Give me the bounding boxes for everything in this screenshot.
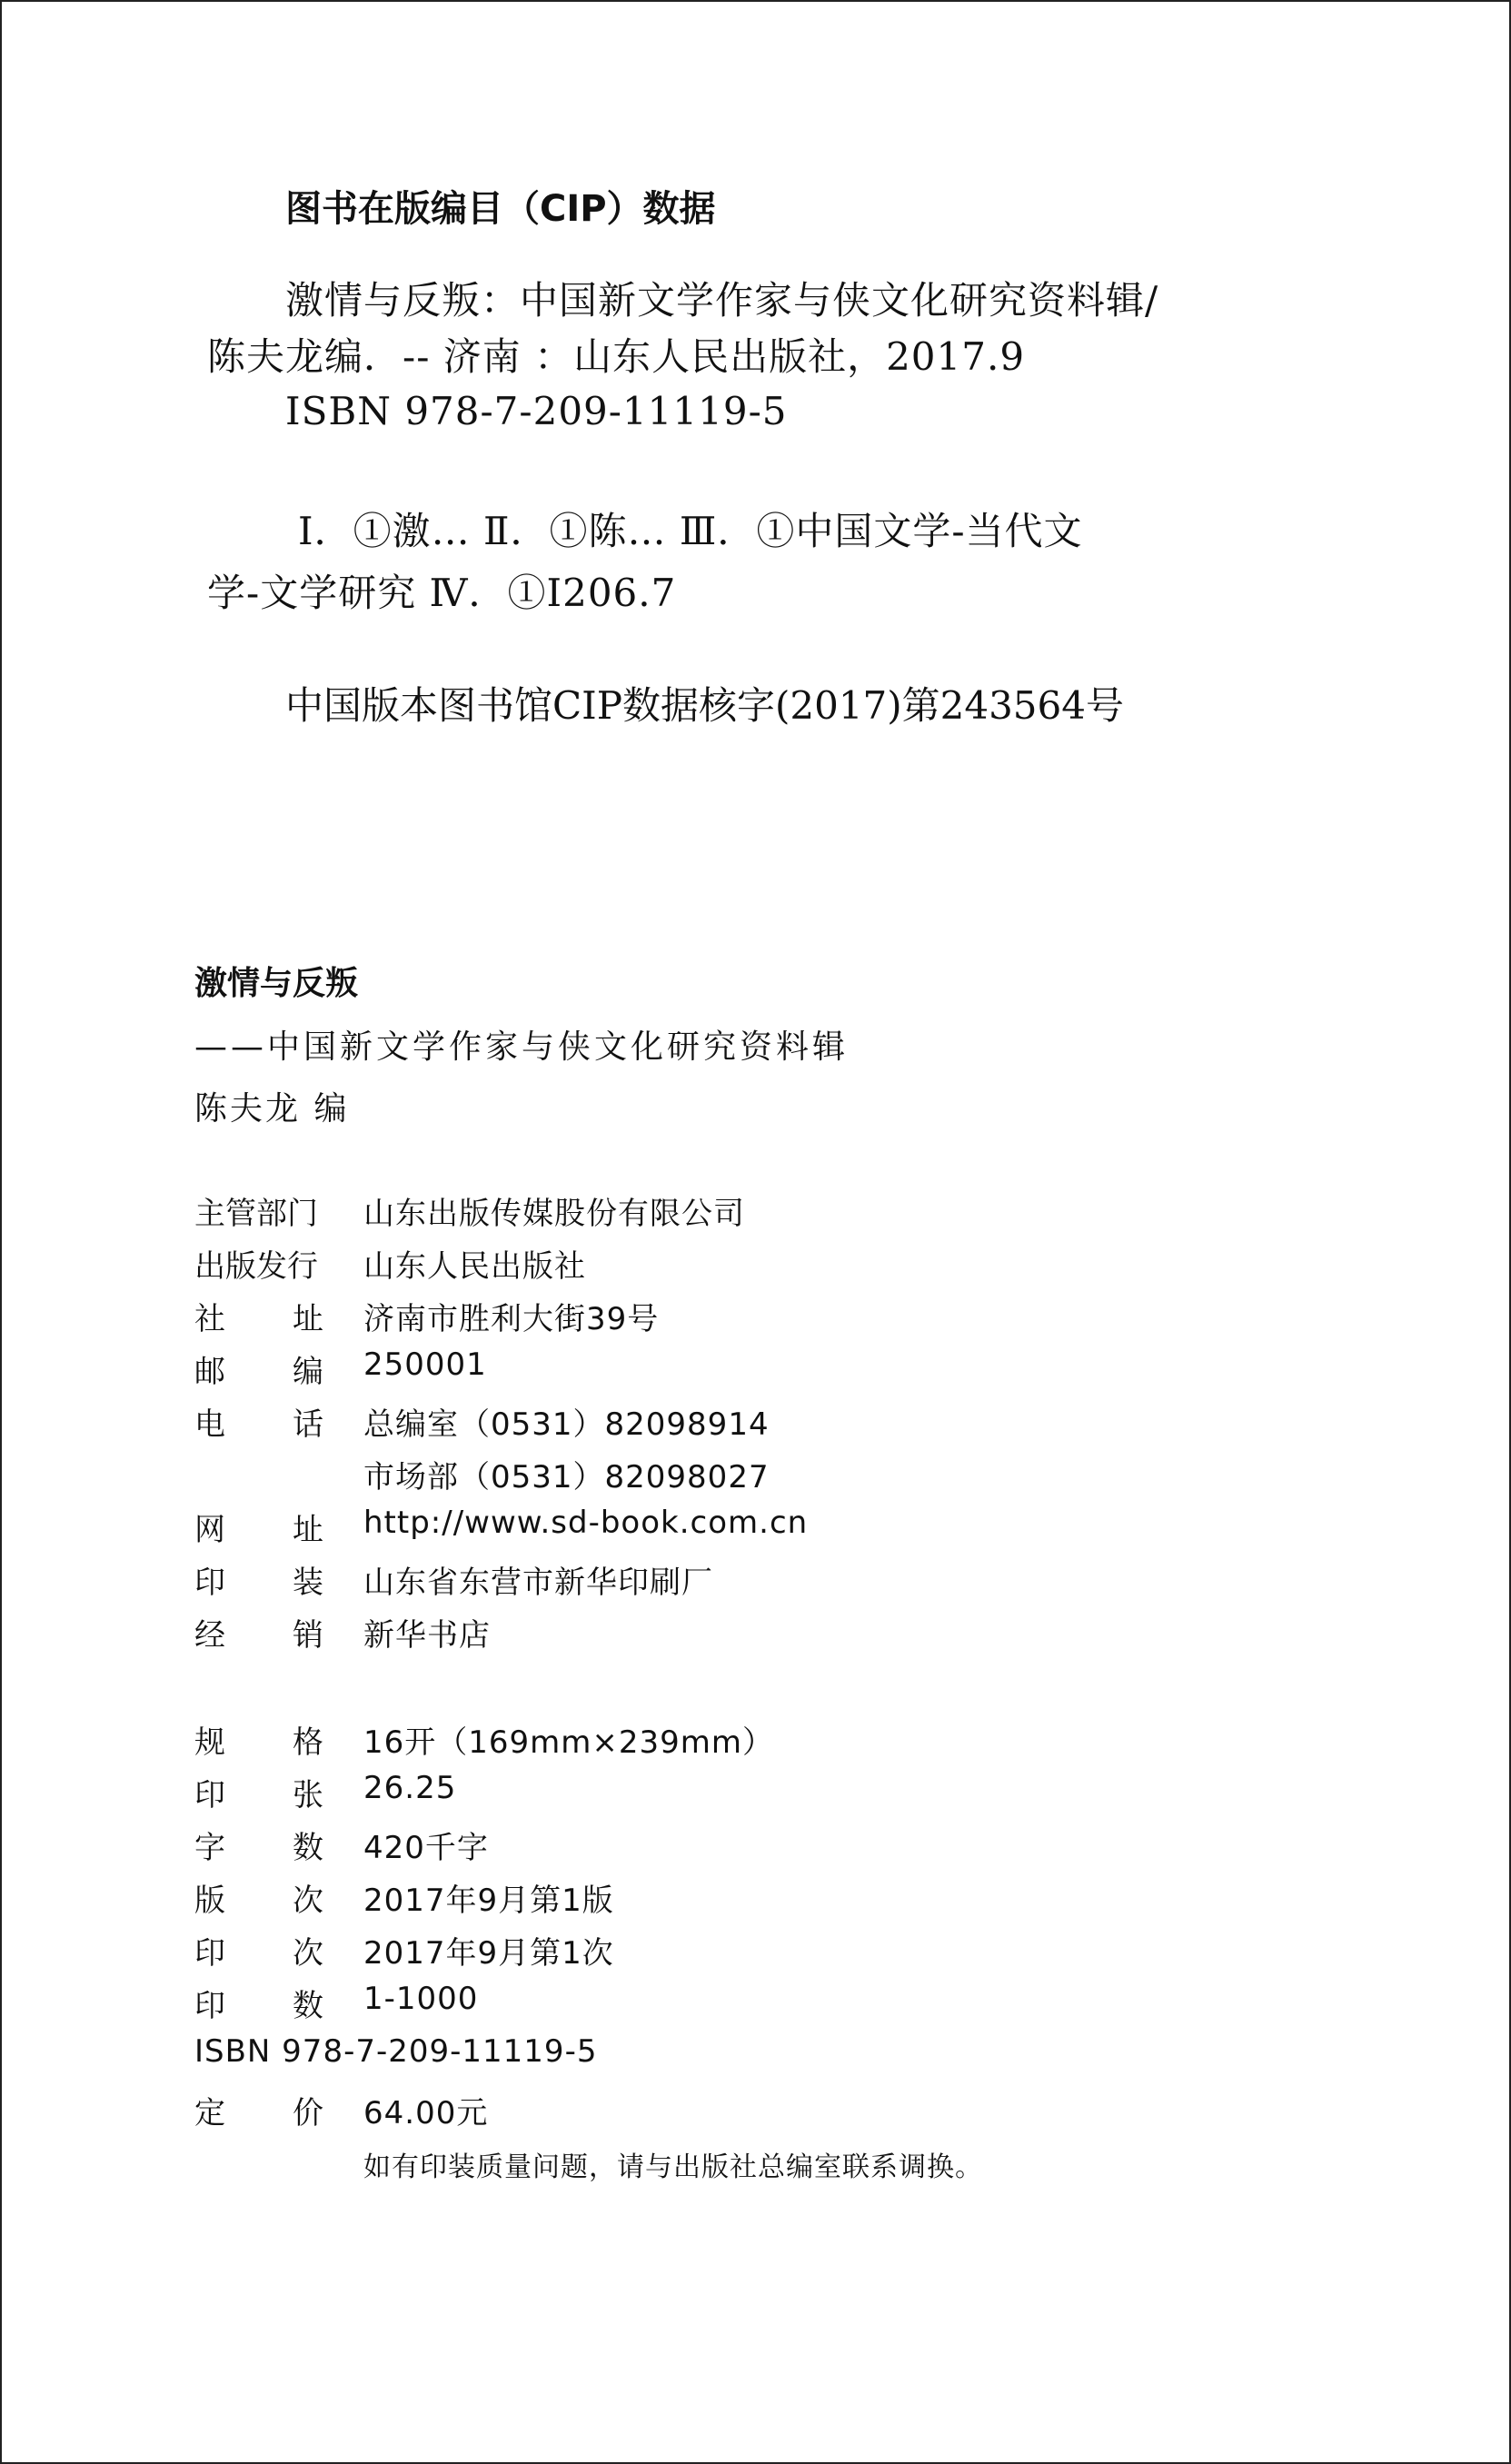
label-char: 次: [293, 1883, 323, 1919]
spec-value: 420千字: [363, 1830, 489, 1866]
info-value: 山东人民出版社: [363, 1248, 586, 1285]
spec-value: 1-1000: [363, 1981, 479, 2017]
book-subtitle: ——中国新文学作家与侠文化研究资料辑: [194, 1028, 850, 1066]
spec-label: [194, 1823, 323, 1867]
label-char: 邮: [194, 1354, 225, 1390]
price-label: [194, 2088, 323, 2132]
label-char: 经: [194, 1617, 225, 1654]
spec-value: 26.25: [363, 1770, 457, 1806]
isbn-line: ISBN 978-7-209-11119-5: [194, 2033, 598, 2070]
label-char: 址: [293, 1512, 323, 1548]
label-char: 装: [293, 1565, 323, 1601]
label-char: 数: [293, 1830, 323, 1866]
spec-label: [194, 1770, 323, 1814]
label-char: 编: [293, 1354, 323, 1390]
label-char: 次: [293, 1935, 323, 1972]
label-char: 数: [293, 1988, 323, 2024]
price-value: 64.00元: [363, 2095, 489, 2131]
cip-title: 图书在版编目（CIP）数据: [285, 188, 716, 230]
info-label: 主管部门: [194, 1196, 318, 1232]
info-label: [194, 1399, 323, 1444]
label-char: 格: [293, 1724, 323, 1761]
cip-verification-number: 中国版本图书馆CIP数据核字(2017)第243564号: [285, 683, 1124, 728]
spec-label: [194, 1981, 323, 2025]
spec-label: [194, 1875, 323, 1920]
label-char: 印: [194, 1988, 225, 2024]
cip-classification-2: 学-文学研究 Ⅳ．①I206.7: [207, 571, 677, 615]
label-char: 规: [194, 1724, 225, 1761]
info-value: 市场部（0531）82098027: [363, 1459, 770, 1495]
spec-label: [194, 1717, 323, 1762]
info-label: [194, 1346, 323, 1391]
label-char: 定: [194, 2095, 225, 2131]
info-label: [194, 1505, 323, 1549]
label-char: 话: [293, 1406, 323, 1443]
info-value: 总编室（0531）82098914: [363, 1406, 770, 1443]
label-char: 销: [293, 1617, 323, 1654]
info-label: [194, 1294, 323, 1338]
cip-isbn: ISBN 978-7-209-11119-5: [285, 389, 788, 433]
book-title: 激情与反叛: [194, 965, 359, 1002]
info-value: 山东出版传媒股份有限公司: [363, 1196, 745, 1232]
info-label: [194, 1557, 323, 1602]
label-char: 印: [194, 1935, 225, 1972]
cip-line-1: 激情与反叛：中国新文学作家与侠文化研究资料辑/: [285, 278, 1159, 323]
cip-classification-1: Ⅰ．①激… Ⅱ．①陈… Ⅲ．①中国文学-当代文: [298, 509, 1083, 553]
label-char: 张: [293, 1777, 323, 1813]
label-char: 印: [194, 1565, 225, 1601]
label-char: 版: [194, 1883, 225, 1919]
book-editor: 陈夫龙 编: [194, 1090, 350, 1128]
info-value: 山东省东营市新华印刷厂: [363, 1565, 713, 1601]
label-char: 址: [293, 1301, 323, 1337]
info-value: 250001: [363, 1346, 487, 1383]
info-label: [194, 1610, 323, 1654]
label-char: 字: [194, 1830, 225, 1866]
info-value: http://www.sd-book.com.cn: [363, 1505, 809, 1541]
quality-note: 如有印装质量问题，请与出版社总编室联系调换。: [363, 2151, 983, 2183]
label-char: 网: [194, 1512, 225, 1548]
info-value: 新华书店: [363, 1617, 491, 1654]
spec-value: 16开（169mm×239mm）: [363, 1724, 775, 1761]
label-char: 印: [194, 1777, 225, 1813]
spec-value: 2017年9月第1版: [363, 1883, 614, 1919]
label-char: 社: [194, 1301, 225, 1337]
label-char: 价: [293, 2095, 323, 2131]
spec-label: [194, 1928, 323, 1972]
info-label: 出版发行: [194, 1248, 318, 1285]
label-char: 电: [194, 1406, 225, 1443]
info-value: 济南市胜利大街39号: [363, 1301, 660, 1337]
cip-line-2: 陈夫龙编．-- 济南 ：山东人民出版社，2017.9: [207, 334, 1026, 379]
spec-value: 2017年9月第1次: [363, 1935, 614, 1972]
